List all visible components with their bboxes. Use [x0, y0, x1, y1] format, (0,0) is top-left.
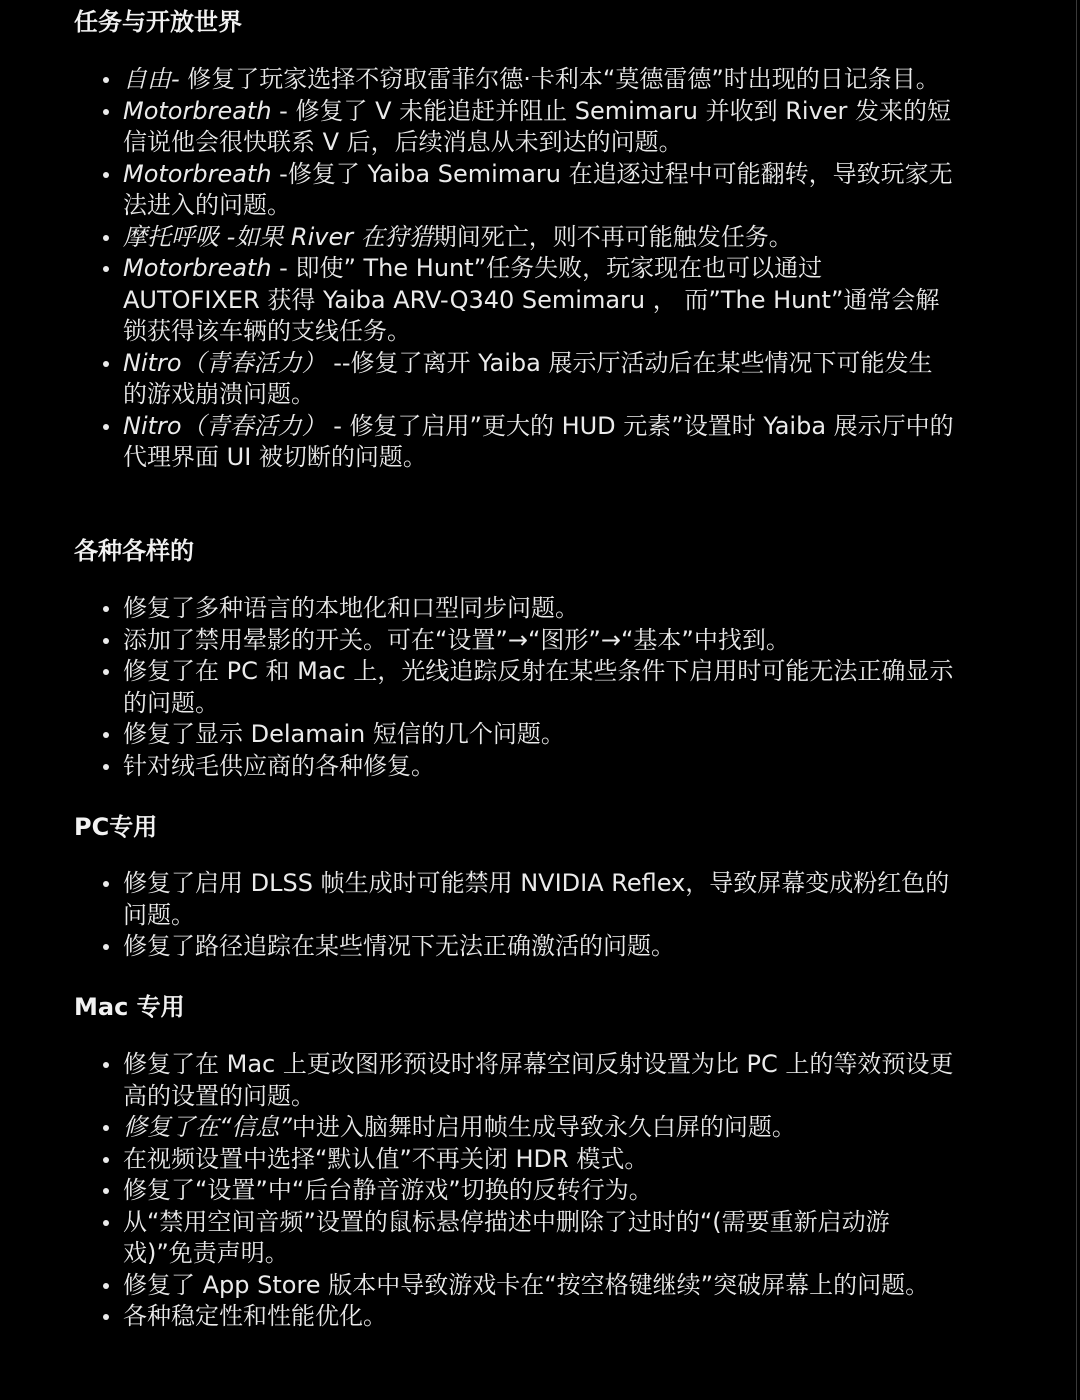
item-text: 修复了玩家选择不窃取雷菲尔德·卡利本“莫德雷德”时出现的日记条目。	[179, 65, 940, 93]
right-edge-divider	[1076, 0, 1077, 1400]
item-text: - 修复了启用”更大的 HUD 元素”设置时 Yaiba 展示厅中的代理界面 UI 被切断的问题。	[123, 411, 954, 471]
quest-fixes-list	[74, 64, 954, 474]
section-title-quests: 任务与开放世界	[74, 8, 242, 36]
item-lead: 摩托呼吸 -如果 River 在狩猎	[123, 222, 433, 251]
item-lead: Motorbreath	[123, 159, 272, 188]
list-item	[74, 931, 954, 963]
list-item	[74, 751, 954, 783]
item-text: 修复了路径追踪在某些情况下无法正确激活的问题。	[123, 932, 675, 960]
item-text: 添加了禁用晕影的开关。可在“设置”→“图形”→“基本”中找到。	[123, 625, 790, 654]
item-text: 修复了 App Store 版本中导致游戏卡在“按空格键继续”突破屏幕上的问题。	[123, 1270, 930, 1299]
mac-fixes-list	[74, 1049, 954, 1333]
item-text: 中进入脑舞时启用帧生成导致永久白屏的问题。	[291, 1113, 796, 1141]
item-text: 修复了启用 DLSS 帧生成时可能禁用 NVIDIA Reflex，导致屏幕变成粉红色的问题。	[123, 869, 950, 929]
list-item	[74, 868, 954, 931]
section-title-mac: Mac 专用	[74, 993, 185, 1021]
item-text: 修复了显示 Delamain 短信的几个问题。	[123, 720, 565, 748]
list-item	[74, 1112, 954, 1144]
list-item	[74, 719, 954, 751]
list-item	[74, 411, 954, 474]
item-text: --修复了离开 Yaiba 展示厅活动后在某些情况下可能发生的游戏崩溃问题。	[123, 348, 933, 408]
list-item	[74, 1207, 954, 1270]
list-item	[74, 1175, 954, 1207]
item-text: 针对绒毛供应商的各种修复。	[123, 751, 435, 780]
pc-fixes-list	[74, 868, 954, 963]
section-title-misc: 各种各样的	[74, 537, 194, 565]
item-lead: 自由-	[123, 65, 180, 93]
item-lead: Motorbreath	[123, 254, 272, 282]
item-text: - 即使” The Hunt”任务失败，玩家现在也可以通过 AUTOFIXER 获得 Yaiba ARV-Q340 Semimaru ， 而”The Hunt”通常会解锁获得该车辆的支线任务。	[123, 254, 940, 345]
list-item	[74, 1144, 954, 1176]
misc-fixes-list	[74, 593, 954, 782]
list-item	[74, 159, 954, 222]
list-item	[74, 1270, 954, 1302]
item-text: - 修复了 V 未能追赶并阻止 Semimaru 并收到 River 发来的短信说他会很快联系 V 后，后续消息从未到达的问题。	[123, 96, 952, 156]
item-text: 修复了在 Mac 上更改图形预设时将屏幕空间反射设置为比 PC 上的等效预设更高的设置的问题。	[123, 1050, 954, 1110]
list-item	[74, 64, 954, 96]
section-title-pc: PC专用	[74, 813, 158, 841]
list-item	[74, 625, 954, 657]
item-text: 在视频设置中选择“默认值”不再关闭 HDR 模式。	[123, 1144, 649, 1173]
item-lead: Nitro（青春活力）	[123, 348, 326, 377]
list-item	[74, 96, 954, 159]
item-lead: Motorbreath	[123, 96, 272, 125]
item-text: 从“禁用空间音频”设置的鼠标悬停描述中删除了过时的“(需要重新启动游戏)”免责声明。	[123, 1207, 890, 1267]
list-item	[74, 1301, 954, 1333]
item-lead: 修复了在“信息”	[123, 1113, 292, 1141]
item-text: 期间死亡，则不再可能触发任务。	[432, 222, 793, 251]
list-item	[74, 593, 954, 625]
item-text: -修复了 Yaiba Semimaru 在追逐过程中可能翻转，导致玩家无法进入的问题。	[123, 159, 953, 219]
item-text: 修复了在 PC 和 Mac 上，光线追踪反射在某些条件下启用时可能无法正确显示的问题。	[123, 657, 954, 717]
list-item	[74, 656, 954, 719]
item-lead: Nitro（青春活力）	[123, 411, 326, 440]
item-text: 修复了多种语言的本地化和口型同步问题。	[123, 594, 579, 622]
item-text: 修复了“设置”中“后台静音游戏”切换的反转行为。	[123, 1176, 653, 1204]
item-text: 各种稳定性和性能优化。	[123, 1302, 387, 1330]
list-item	[74, 348, 954, 411]
list-item	[74, 222, 954, 254]
list-item	[74, 253, 954, 348]
list-item	[74, 1049, 954, 1112]
